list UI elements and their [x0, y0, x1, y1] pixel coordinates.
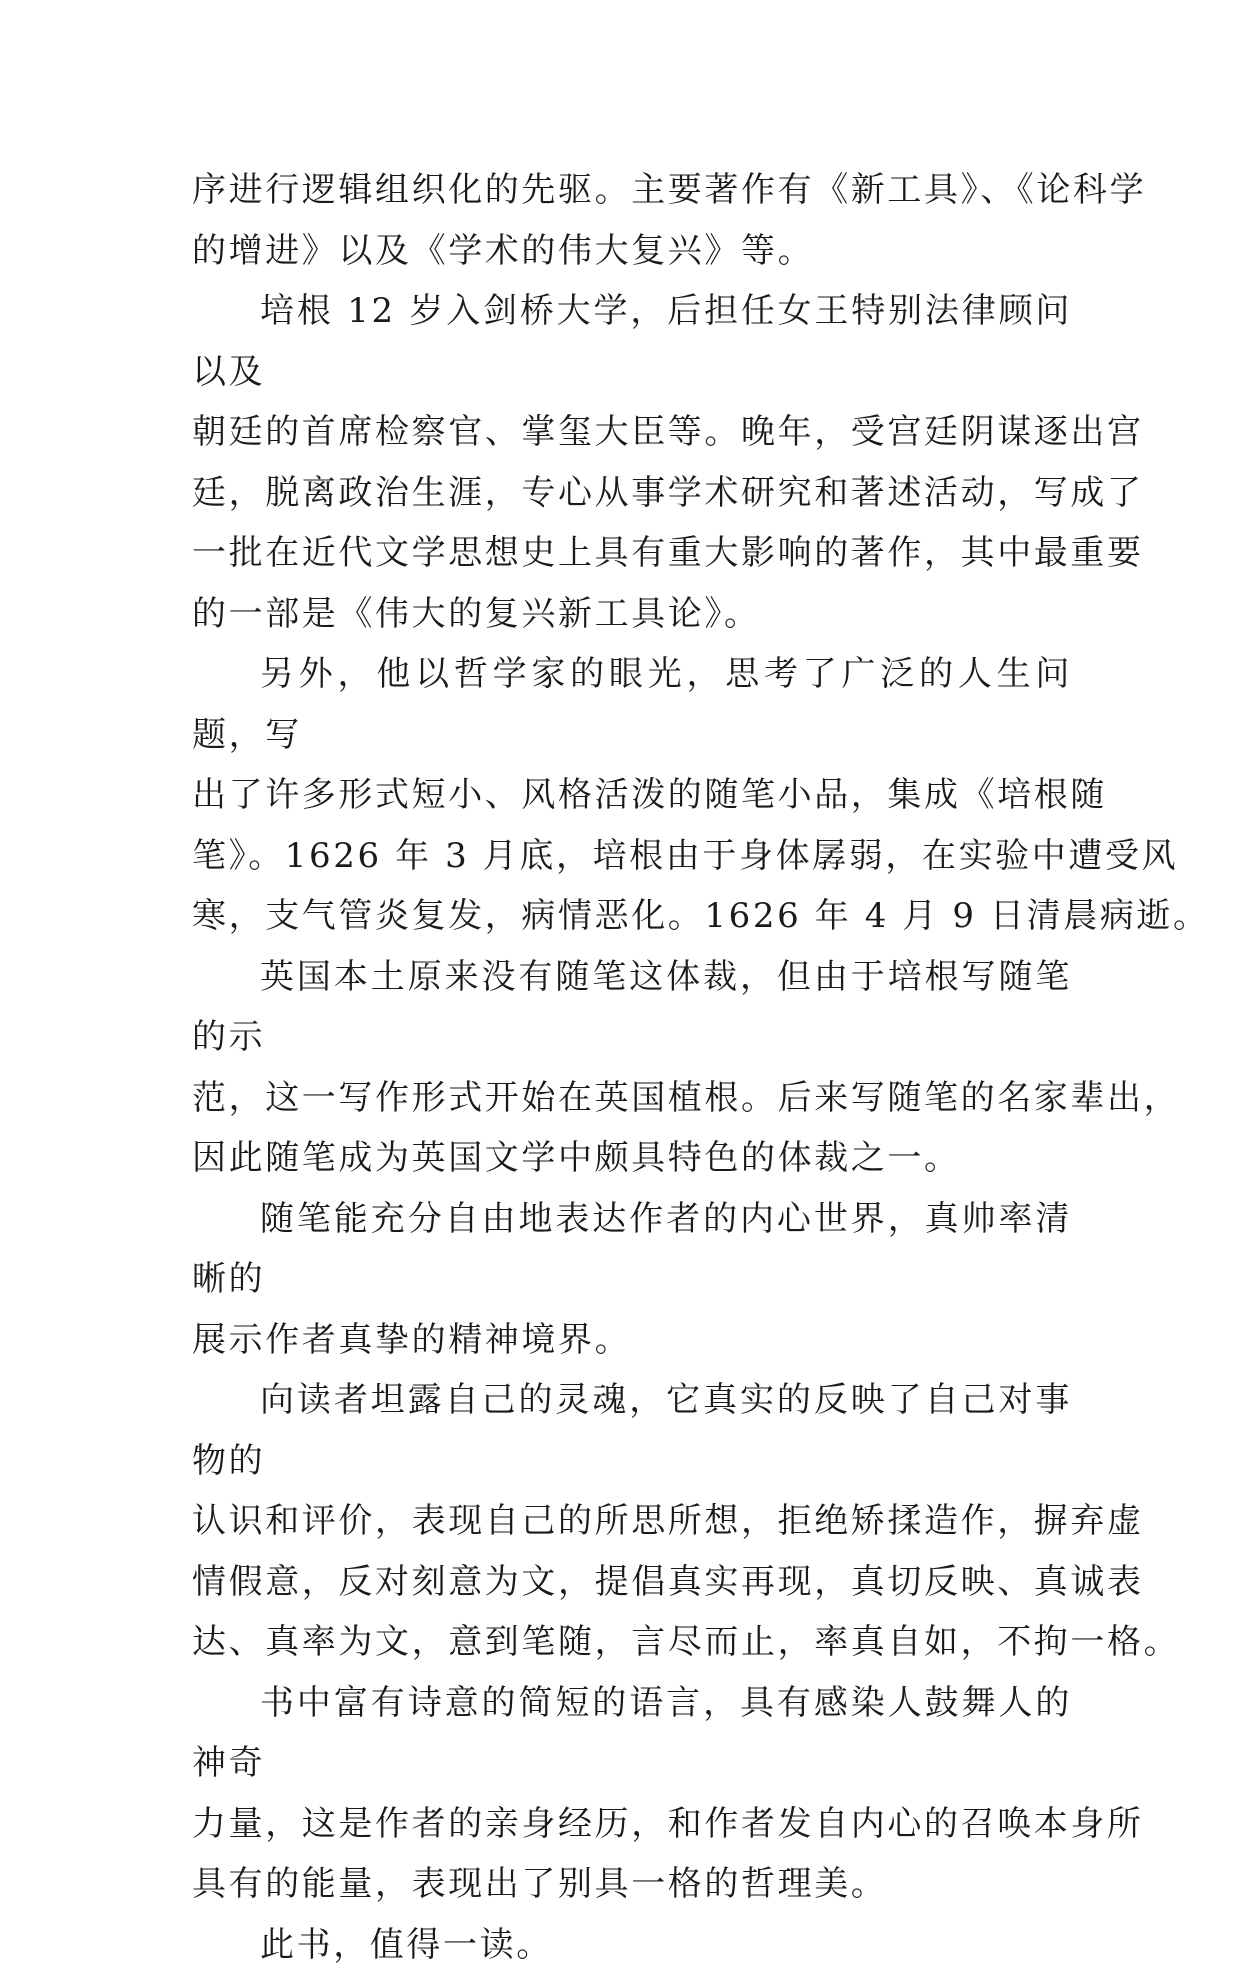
text-line: 认识和评价，表现自己的所思所想，拒绝矫揉造作，摒弃虚 — [192, 1491, 1072, 1552]
paragraph-4 — [192, 947, 1072, 1189]
paragraph-1 — [192, 160, 1072, 281]
text-line: 寒，支气管炎复发，病情恶化。1626 年 4 月 9 日清晨病逝。 — [192, 886, 1072, 947]
text-line: 随笔能充分自由地表达作者的内心世界，真帅率清晰的 — [192, 1199, 1072, 1300]
text-line: 另外，他以哲学家的眼光，思考了广泛的人生问题，写 — [192, 654, 1072, 755]
text-line: 廷，脱离政治生涯，专心从事学术研究和著述活动，写成了 — [192, 463, 1072, 524]
paragraph-3 — [192, 644, 1072, 947]
text-line: 英国本土原来没有随笔这体裁，但由于培根写随笔的示 — [192, 957, 1072, 1058]
text-line: 力量，这是作者的亲身经历，和作者发自内心的召唤本身所 — [192, 1794, 1072, 1855]
paragraph-5 — [192, 1189, 1072, 1371]
text-line: 笔》。1626 年 3 月底，培根由于身体孱弱，在实验中遭受风 — [192, 826, 1072, 887]
text-line: 具有的能量，表现出了别具一格的哲理美。 — [192, 1854, 1072, 1915]
text-line: 向读者坦露自己的灵魂，它真实的反映了自己对事物的 — [192, 1380, 1072, 1481]
paragraph-2 — [192, 281, 1072, 644]
text-line: 此书，值得一读。 — [260, 1925, 553, 1965]
text-line: 范，这一写作形式开始在英国植根。后来写随笔的名家辈出， — [192, 1068, 1072, 1129]
text-line: 展示作者真挚的精神境界。 — [192, 1310, 1072, 1371]
text-line: 达、真率为文，意到笔随，言尽而止，率真自如，不拘一格。 — [192, 1612, 1072, 1673]
paragraph-7 — [192, 1673, 1072, 1915]
text-line: 培根 12 岁入剑桥大学，后担任女王特别法律顾问以及 — [192, 291, 1072, 392]
text-line: 朝廷的首席检察官、掌玺大臣等。晚年，受宫廷阴谋逐出宫 — [192, 402, 1072, 463]
paragraph-6 — [192, 1370, 1072, 1673]
text-line: 一批在近代文学思想史上具有重大影响的著作，其中最重要 — [192, 523, 1072, 584]
paragraph-8 — [192, 1915, 1072, 1975]
text-line: 情假意，反对刻意为文，提倡真实再现，真切反映、真诚表 — [192, 1552, 1072, 1613]
text-line: 书中富有诗意的简短的语言，具有感染人鼓舞人的神奇 — [192, 1683, 1072, 1784]
text-line: 的一部是《伟大的复兴新工具论》。 — [192, 584, 1072, 645]
text-line: 出了许多形式短小、风格活泼的随笔小品，集成《培根随 — [192, 765, 1072, 826]
document-body — [192, 160, 1072, 1975]
text-line: 因此随笔成为英国文学中颇具特色的体裁之一。 — [192, 1128, 1072, 1189]
text-line: 的增进》以及《学术的伟大复兴》等。 — [192, 221, 1072, 282]
text-line: 序进行逻辑组织化的先驱。主要著作有《新工具》、《论科学 — [192, 160, 1072, 221]
